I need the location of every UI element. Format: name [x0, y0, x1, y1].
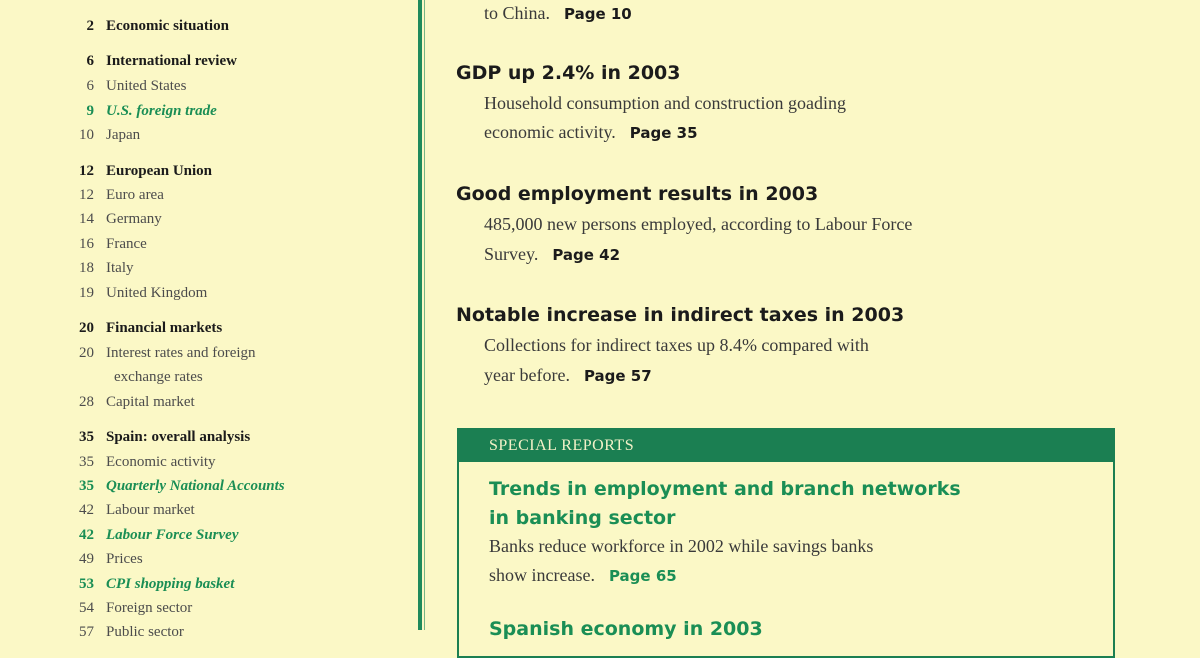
toc-item[interactable]: [0, 365, 203, 389]
intro-body: to China.: [484, 3, 550, 23]
intro-page-ref[interactable]: Page 10: [564, 5, 632, 23]
toc-label: CPI shopping basket: [106, 575, 235, 592]
special-report-body: [489, 565, 677, 586]
toc-label: Labour Force Survey: [106, 526, 239, 543]
toc-page-number: 6: [86, 52, 94, 69]
column-divider-thin: [424, 0, 425, 630]
toc-label: Interest rates and foreign: [106, 344, 256, 361]
toc-label: France: [106, 235, 147, 252]
toc-item[interactable]: [0, 450, 216, 474]
toc-item[interactable]: [0, 596, 192, 620]
toc-page-number: 54: [79, 599, 94, 616]
toc-page-number: 28: [79, 393, 94, 410]
toc-page-number: 6: [86, 77, 94, 94]
toc-label: Spain: overall analysis: [106, 428, 251, 445]
toc-item[interactable]: [0, 620, 184, 644]
toc-item[interactable]: [0, 425, 250, 449]
toc-label: Public sector: [106, 623, 184, 640]
toc-page-number: 9: [86, 102, 94, 119]
special-report-body-text: show increase.: [489, 565, 595, 585]
toc-page-number: 18: [79, 259, 94, 276]
intro-text: [484, 3, 632, 24]
story-body-line: [484, 122, 698, 143]
toc-item[interactable]: [0, 572, 234, 596]
story-body-line: 485,000 new persons employed, according to Labour Force: [484, 214, 913, 234]
toc-page-number: 20: [79, 319, 94, 336]
toc-label: United States: [106, 77, 187, 94]
toc-item[interactable]: [0, 390, 195, 414]
toc-label: Capital market: [106, 393, 195, 410]
toc-label: Italy: [106, 259, 134, 276]
story-headline[interactable]: Good employment results in 2003: [456, 183, 819, 205]
toc-label: Foreign sector: [106, 599, 193, 616]
toc-label: International review: [106, 52, 237, 69]
toc-item[interactable]: [0, 316, 222, 340]
toc-item[interactable]: [0, 183, 164, 207]
toc-item[interactable]: [0, 123, 140, 147]
column-divider: [418, 0, 422, 630]
toc-page-number: 14: [79, 210, 94, 227]
story-body-text: year before.: [484, 365, 570, 385]
special-report-headline[interactable]: Trends in employment and branch networks: [489, 478, 961, 500]
toc-item[interactable]: [0, 49, 237, 73]
toc-page-number: 57: [79, 623, 94, 640]
toc-item[interactable]: [0, 74, 186, 98]
toc-label: United Kingdom: [106, 284, 208, 301]
toc-item[interactable]: [0, 474, 285, 498]
special-reports-title: SPECIAL REPORTS: [459, 430, 1113, 462]
toc-item[interactable]: [0, 232, 147, 256]
toc-label: Germany: [106, 210, 162, 227]
toc-page-number: 35: [79, 477, 94, 494]
special-report-page-ref[interactable]: Page 65: [608, 567, 677, 585]
toc-page-number: 35: [79, 453, 94, 470]
toc-label: U.S. foreign trade: [106, 102, 217, 119]
toc-page-number: 49: [79, 550, 94, 567]
toc-label: Japan: [106, 126, 141, 143]
toc-item[interactable]: [0, 99, 217, 123]
story-body-line: [484, 365, 652, 386]
table-of-contents: [0, 0, 410, 640]
toc-label: Prices: [106, 550, 143, 567]
toc-page-number: 42: [79, 501, 94, 518]
toc-label: Euro area: [106, 186, 164, 203]
story-headline[interactable]: GDP up 2.4% in 2003: [456, 62, 681, 84]
toc-page-number: 12: [79, 186, 94, 203]
special-report-headline[interactable]: Spanish economy in 2003: [489, 618, 763, 640]
toc-item[interactable]: [0, 256, 134, 280]
toc-item[interactable]: [0, 159, 212, 183]
toc-item[interactable]: [0, 341, 256, 365]
toc-page-number: 2: [86, 17, 94, 34]
special-reports-box: [457, 428, 1115, 658]
toc-label: Labour market: [106, 501, 195, 518]
toc-page-number: 12: [79, 162, 94, 179]
story-page-ref[interactable]: Page 35: [629, 124, 698, 142]
story-body-text: Survey.: [484, 244, 539, 264]
toc-page-number: 10: [79, 126, 94, 143]
story-body-text: economic activity.: [484, 122, 616, 142]
special-report-body: Banks reduce workforce in 2002 while savings banks: [489, 536, 874, 556]
toc-item[interactable]: [0, 207, 162, 231]
toc-page-number: 16: [79, 235, 94, 252]
story-page-ref[interactable]: Page 42: [552, 246, 621, 264]
story-body-line: Collections for indirect taxes up 8.4% compared with: [484, 335, 869, 355]
toc-page-number: 20: [79, 344, 94, 361]
toc-label: exchange rates: [114, 368, 203, 385]
toc-item[interactable]: [0, 547, 143, 571]
toc-page-number: 53: [79, 575, 94, 592]
toc-label: Economic situation: [106, 17, 229, 34]
story-headline[interactable]: Notable increase in indirect taxes in 2003: [456, 304, 905, 326]
story-body-line: Household consumption and construction goading: [484, 93, 846, 113]
toc-label: European Union: [106, 162, 213, 179]
story-body-line: [484, 244, 620, 265]
toc-item[interactable]: [0, 498, 195, 522]
toc-label: Economic activity: [106, 453, 216, 470]
toc-item[interactable]: [0, 281, 207, 305]
toc-label: Quarterly National Accounts: [106, 477, 285, 494]
story-page-ref[interactable]: Page 57: [583, 367, 652, 385]
special-report-headline-cont[interactable]: in banking sector: [489, 507, 676, 529]
toc-page-number: 42: [79, 526, 94, 543]
toc-page-number: 35: [79, 428, 94, 445]
toc-label: Financial markets: [106, 319, 223, 336]
toc-item[interactable]: [0, 14, 229, 38]
toc-page-number: 19: [79, 284, 94, 301]
toc-item[interactable]: [0, 523, 239, 547]
